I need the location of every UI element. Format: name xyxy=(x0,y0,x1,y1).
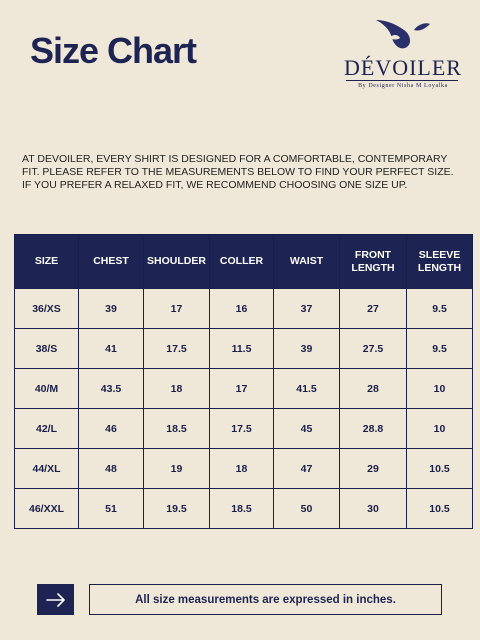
table-cell: 11.5 xyxy=(210,329,274,369)
table-cell: 51 xyxy=(79,489,144,529)
table-cell: 40/M xyxy=(15,369,79,409)
table-cell: 38/S xyxy=(15,329,79,369)
table-cell: 16 xyxy=(210,289,274,329)
table-row xyxy=(15,489,473,529)
table-cell: 17.5 xyxy=(144,329,210,369)
brand-divider xyxy=(346,80,458,81)
table-cell: 17 xyxy=(210,369,274,409)
brand-logo xyxy=(338,16,468,96)
table-cell: 28 xyxy=(340,369,407,409)
table-row xyxy=(15,369,473,409)
table-cell: 27 xyxy=(340,289,407,329)
table-cell: 18 xyxy=(144,369,210,409)
table-cell: 36/XS xyxy=(15,289,79,329)
table-cell: 37 xyxy=(274,289,340,329)
table-cell: 41.5 xyxy=(274,369,340,409)
table-cell: 18.5 xyxy=(210,489,274,529)
table-cell: 10.5 xyxy=(407,489,473,529)
table-cell: 10 xyxy=(407,409,473,449)
table-cell: 10.5 xyxy=(407,449,473,489)
table-header-row xyxy=(15,235,473,289)
table-cell: 39 xyxy=(79,289,144,329)
table-cell: 30 xyxy=(340,489,407,529)
table-cell: 47 xyxy=(274,449,340,489)
next-arrow-button[interactable] xyxy=(37,584,74,615)
table-cell: 46 xyxy=(79,409,144,449)
table-cell: 50 xyxy=(274,489,340,529)
table-cell: 45 xyxy=(274,409,340,449)
table-cell: 19.5 xyxy=(144,489,210,529)
header-size: SIZE xyxy=(15,235,79,289)
table-row xyxy=(15,449,473,489)
table-cell: 44/XL xyxy=(15,449,79,489)
table-cell: 42/L xyxy=(15,409,79,449)
table-cell: 43.5 xyxy=(79,369,144,409)
table-cell: 46/XXL xyxy=(15,489,79,529)
table-cell: 27.5 xyxy=(340,329,407,369)
header-coller: COLLER xyxy=(210,235,274,289)
table-cell: 18 xyxy=(210,449,274,489)
table-cell: 10 xyxy=(407,369,473,409)
header-sleeve-length: SLEEVE LENGTH xyxy=(407,235,473,289)
table-cell: 48 xyxy=(79,449,144,489)
page-title: Size Chart xyxy=(30,30,197,71)
measurement-note: All size measurements are expressed in inches. xyxy=(89,584,442,615)
table-cell: 9.5 xyxy=(407,289,473,329)
table-cell: 17.5 xyxy=(210,409,274,449)
table-cell: 19 xyxy=(144,449,210,489)
table-row xyxy=(15,289,473,329)
brand-name: DÉVOILER xyxy=(344,55,462,80)
mask-icon xyxy=(368,16,438,56)
intro-text: AT DEVOILER, EVERY SHIRT IS DESIGNED FOR A COMFORTABLE, CONTEMPORARY FIT. PLEASE REFER TO THE MEASUREMENTS BELOW TO FIND YOUR PERFECT SIZE. IF YOU PREFER A RELAXED FIT, WE RECOMMEND CHOOSING ONE SIZE UP. xyxy=(22,153,454,191)
table-cell: 18.5 xyxy=(144,409,210,449)
table-cell: 28.8 xyxy=(340,409,407,449)
table-cell: 41 xyxy=(79,329,144,369)
header-front-length: FRONT LENGTH xyxy=(340,235,407,289)
arrow-right-icon xyxy=(45,592,67,608)
table-cell: 17 xyxy=(144,289,210,329)
table-row xyxy=(15,409,473,449)
table-cell: 39 xyxy=(274,329,340,369)
header-waist: WAIST xyxy=(274,235,340,289)
size-chart-table xyxy=(14,234,473,529)
header-chest: CHEST xyxy=(79,235,144,289)
brand-tagline: By Designer Nisha M Loyalka xyxy=(358,83,448,89)
table-cell: 29 xyxy=(340,449,407,489)
table-cell: 9.5 xyxy=(407,329,473,369)
header-shoulder: SHOULDER xyxy=(144,235,210,289)
table-row xyxy=(15,329,473,369)
